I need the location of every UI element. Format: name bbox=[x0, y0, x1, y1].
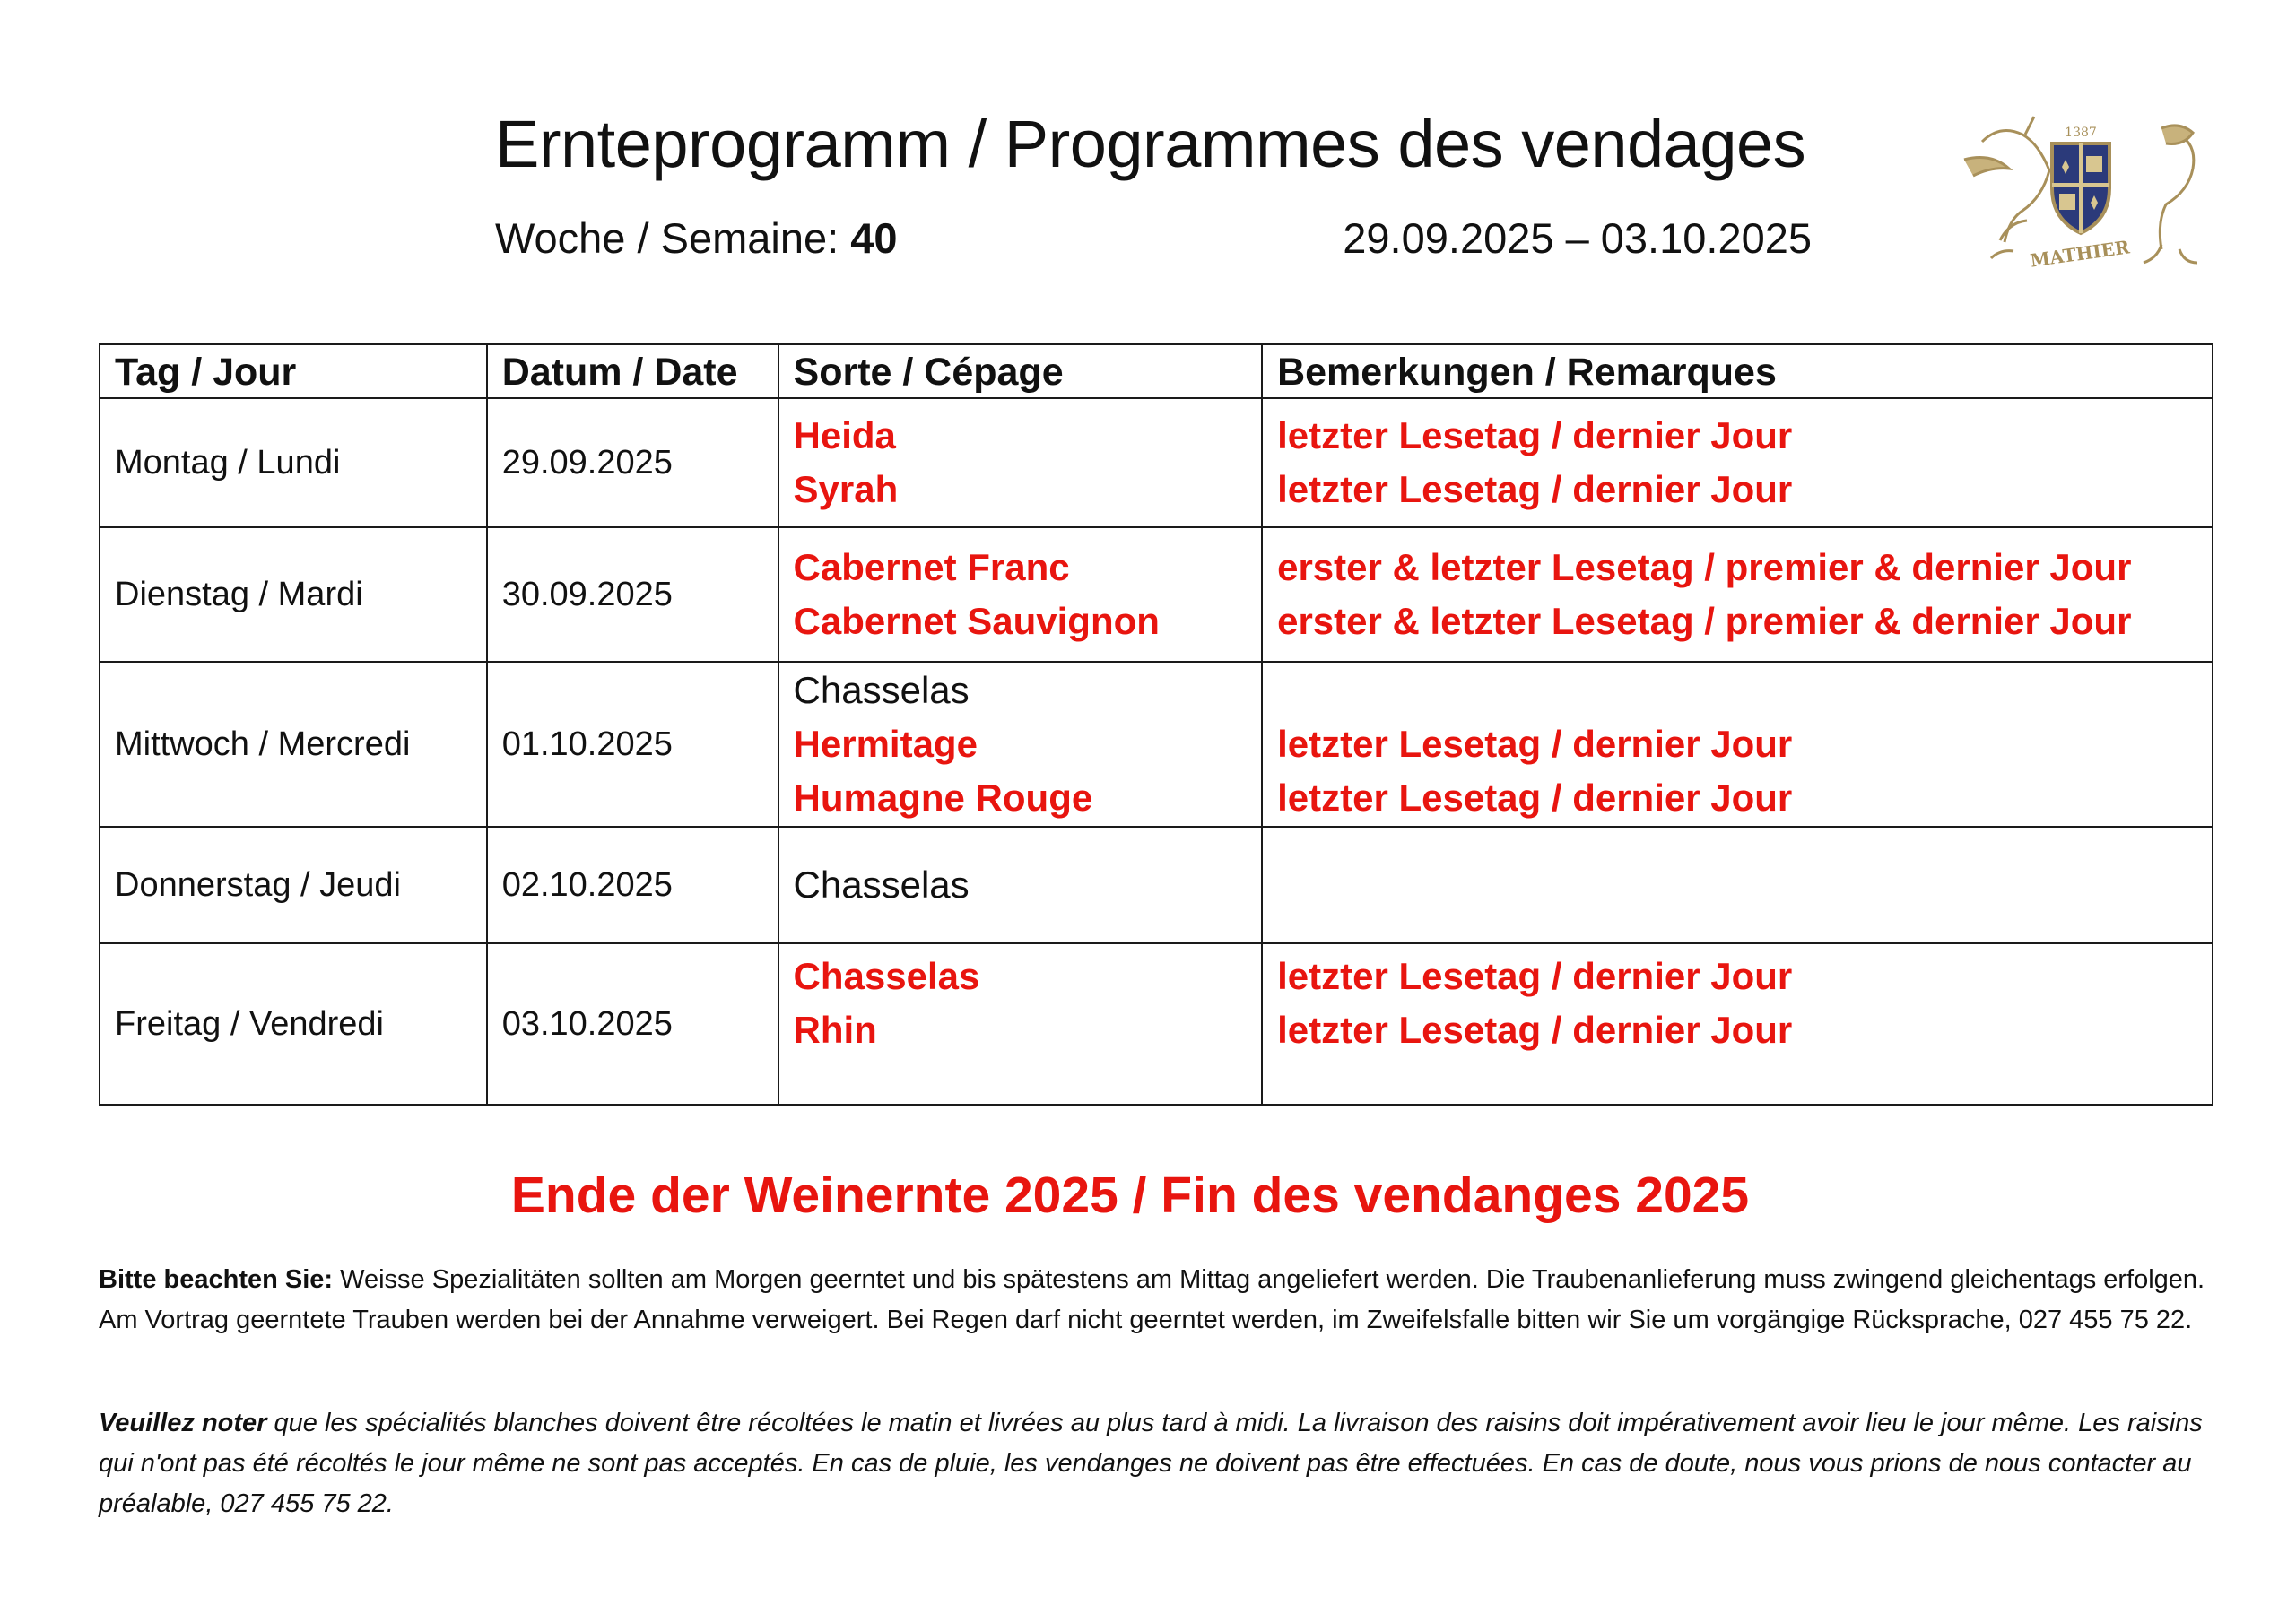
date-range: 29.09.2025 – 03.10.2025 bbox=[1343, 214, 1812, 262]
table-row bbox=[100, 662, 2213, 827]
remarks-cell bbox=[1262, 943, 2213, 1105]
variety-name: Rhin bbox=[793, 1009, 877, 1051]
lion-supporter-icon bbox=[2144, 126, 2197, 263]
variety-name: Humagne Rouge bbox=[793, 777, 1093, 819]
remarks-cell bbox=[1262, 527, 2213, 662]
week-label bbox=[495, 213, 898, 263]
week-number: 40 bbox=[850, 214, 898, 262]
remark-text: letzter Lesetag / dernier Jour bbox=[1277, 955, 1793, 997]
table-header-row bbox=[100, 344, 2213, 398]
remark-text: letzter Lesetag / dernier Jour bbox=[1277, 468, 1793, 510]
variety-cell bbox=[778, 943, 1263, 1105]
table-row bbox=[100, 827, 2213, 943]
remark-text: letzter Lesetag / dernier Jour bbox=[1277, 1009, 1793, 1051]
date-cell: 30.09.2025 bbox=[487, 527, 778, 662]
variety-cell bbox=[778, 527, 1263, 662]
note-german bbox=[99, 1260, 2215, 1341]
header-variety: Sorte / Cépage bbox=[778, 344, 1263, 398]
variety-cell bbox=[778, 398, 1263, 527]
remark-text: letzter Lesetag / dernier Jour bbox=[1277, 777, 1793, 819]
day-cell: Mittwoch / Mercredi bbox=[100, 662, 487, 827]
remark-text: erster & letzter Lesetag / premier & dernier Jour bbox=[1277, 600, 2132, 642]
shield-icon bbox=[2052, 143, 2109, 233]
variety-name: Syrah bbox=[793, 468, 899, 510]
note-french bbox=[99, 1403, 2215, 1524]
note-german-lead: Bitte beachten Sie: bbox=[99, 1265, 334, 1294]
logo-name: MATHIER bbox=[2029, 236, 2131, 272]
variety-name: Cabernet Franc bbox=[793, 546, 1070, 588]
header-day: Tag / Jour bbox=[100, 344, 487, 398]
week-label-text: Woche / Semaine: bbox=[495, 214, 851, 262]
variety-cell bbox=[778, 662, 1263, 827]
remarks-cell bbox=[1262, 398, 2213, 527]
variety-name: Chasselas bbox=[793, 669, 970, 711]
table-row bbox=[100, 527, 2213, 662]
remark-text: letzter Lesetag / dernier Jour bbox=[1277, 723, 1793, 765]
date-cell: 01.10.2025 bbox=[487, 662, 778, 827]
unicorn-supporter-icon bbox=[1964, 117, 2049, 258]
date-cell: 29.09.2025 bbox=[487, 398, 778, 527]
day-cell: Donnerstag / Jeudi bbox=[100, 827, 487, 943]
variety-name: Cabernet Sauvignon bbox=[793, 600, 1160, 642]
date-cell: 02.10.2025 bbox=[487, 827, 778, 943]
header-remarks: Bemerkungen / Remarques bbox=[1262, 344, 2213, 398]
header-date: Datum / Date bbox=[487, 344, 778, 398]
day-cell: Dienstag / Mardi bbox=[100, 527, 487, 662]
mathier-crest-logo bbox=[1946, 106, 2215, 276]
remark-text: letzter Lesetag / dernier Jour bbox=[1277, 414, 1793, 456]
harvest-schedule-table bbox=[99, 343, 2213, 1106]
date-cell: 03.10.2025 bbox=[487, 943, 778, 1105]
variety-cell bbox=[778, 827, 1263, 943]
end-of-harvest-banner: Ende der Weinernte 2025 / Fin des vendanges 2025 bbox=[510, 1167, 1750, 1224]
remark-text: erster & letzter Lesetag / premier & dernier Jour bbox=[1277, 546, 2132, 588]
logo-year: 1387 bbox=[2065, 126, 2097, 140]
note-french-lead: Veuillez noter bbox=[99, 1409, 267, 1437]
table-row bbox=[100, 398, 2213, 527]
page-title: Ernteprogramm / Programmes des vendages bbox=[495, 107, 1806, 181]
table-row bbox=[100, 943, 2213, 1105]
note-french-text: que les spécialités blanches doivent être récoltées le matin et livrées au plus tard à midi. La livraison des raisins doit impérativement avoir lieu le jour même. Les raisins qui n'ont pas été récoltés le jour même ne sont pas acceptés. En cas de pluie, les vendanges ne doivent pas être effectuées. En cas de doute, nous vous prions de nous contacter au préalable, 027 455 75 22. bbox=[99, 1409, 2203, 1518]
remarks-cell bbox=[1262, 662, 2213, 827]
variety-name: Chasselas bbox=[793, 955, 980, 997]
remarks-cell bbox=[1262, 827, 2213, 943]
day-cell: Freitag / Vendredi bbox=[100, 943, 487, 1105]
variety-name: Hermitage bbox=[793, 723, 978, 765]
note-german-text: Weisse Spezialitäten sollten am Morgen geerntet und bis spätestens am Mittag angeliefert werden. Die Traubenanlieferung muss zwingend gleichentags erfolgen. Am Vortrag geerntete Trauben werden bei der Annahme verweigert. Bei Regen darf nicht geerntet werden, im Zweifelsfalle bitten wir Sie um vorgängige Rücksprache, 027 455 75 22. bbox=[99, 1265, 2205, 1334]
variety-name: Chasselas bbox=[793, 864, 970, 906]
variety-name: Heida bbox=[793, 414, 896, 456]
day-cell: Montag / Lundi bbox=[100, 398, 487, 527]
